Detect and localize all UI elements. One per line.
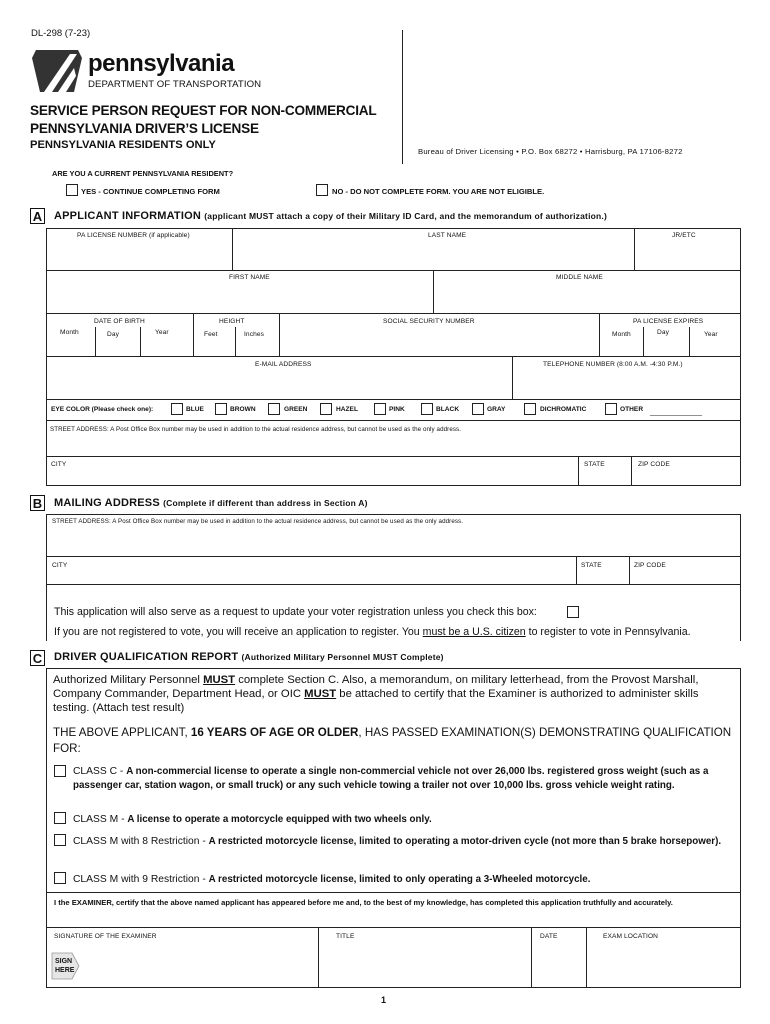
eye-blue-label: BLUE <box>186 406 204 413</box>
eye-hazel-label: HAZEL <box>336 406 358 413</box>
mailing-zip-field[interactable] <box>631 570 739 584</box>
mailing-state-label: STATE <box>581 562 602 569</box>
street-address-label: STREET ADDRESS: A Post Office Box number may be used in addition to the actual residence address, but cannot be used as the only address. <box>50 426 462 433</box>
email-label: E-MAIL ADDRESS <box>255 361 312 368</box>
mailing-state-field[interactable] <box>578 570 628 584</box>
eye-pink-label: PINK <box>389 406 405 413</box>
jr-etc-label: JR/ETC <box>672 232 696 239</box>
eye-pink-checkbox[interactable] <box>374 403 386 415</box>
middle-name-field[interactable] <box>435 284 739 312</box>
eye-other-field[interactable]: _____________ <box>650 407 702 416</box>
height-feet-label: Feet <box>204 331 218 338</box>
eye-dichromatic-label: DICHROMATIC <box>540 406 587 413</box>
resident-no-checkbox[interactable] <box>316 184 328 196</box>
eye-brown-label: BROWN <box>230 406 256 413</box>
class-m9-checkbox[interactable] <box>54 872 66 884</box>
resident-yes-checkbox[interactable] <box>66 184 78 196</box>
street-address-field[interactable] <box>48 435 739 455</box>
ssn-label: SOCIAL SECURITY NUMBER <box>383 318 475 325</box>
page-title-line3: PENNSYLVANIA RESIDENTS ONLY <box>30 139 216 151</box>
mailing-city-field[interactable] <box>48 570 574 584</box>
examiner-signature-label: SIGNATURE OF THE EXAMINER <box>54 933 157 940</box>
class-m8-checkbox[interactable] <box>54 834 66 846</box>
voter-registration-text: This application will also serve as a request to update your voter registration unless you check this box: <box>54 606 537 618</box>
class-c-description: CLASS C - A non-commercial license to operate a single non-commercial vehicle not over 26,000 lbs. registered gross weight (such as a passenger car, station wagon, or small truck) or any such vehicle towing a trailer not over 10,000 lbs. gross vehicle weight rating. <box>73 766 709 791</box>
examiner-title-label: TITLE <box>336 933 355 940</box>
exp-year-label: Year <box>704 331 718 338</box>
last-name-field[interactable] <box>234 242 633 269</box>
section-c-frame <box>46 668 741 988</box>
zip-label: ZIP CODE <box>638 461 670 468</box>
eye-other-label: OTHER <box>620 406 644 413</box>
class-m9-description: CLASS M with 9 Restriction - A restricted motorcycle license, limited to only operating a 3-Wheeled motorcycle. <box>73 874 591 885</box>
last-name-label: LAST NAME <box>428 232 467 239</box>
state-label: STATE <box>584 461 605 468</box>
qualification-statement: THE ABOVE APPLICANT, 16 YEARS OF AGE OR OLDER, HAS PASSED EXAMINATION(S) DEMONSTRATING QUALIFICATION FOR: <box>53 726 732 755</box>
dob-year-label: Year <box>155 329 169 336</box>
dob-day-label: Day <box>107 331 120 338</box>
dob-month-label: Month <box>60 329 79 336</box>
exam-location-field[interactable] <box>588 944 739 986</box>
bureau-address: Bureau of Driver Licensing • P.O. Box 68272 • Harrisburg, PA 17106-8272 <box>418 147 683 156</box>
first-name-field[interactable] <box>48 284 432 312</box>
page-title-line1: SERVICE PERSON REQUEST FOR NON-COMMERCIAL <box>30 103 377 118</box>
eye-blue-checkbox[interactable] <box>171 403 183 415</box>
mailing-city-label: CITY <box>52 562 68 569</box>
section-a-title: APPLICANT INFORMATION (applicant MUST attach a copy of their Military ID Card, and the memorandum of authorization.) <box>54 210 608 222</box>
section-a-letter: A <box>30 208 45 224</box>
logo-name: pennsylvania <box>88 50 235 77</box>
logo-department: DEPARTMENT OF TRANSPORTATION <box>88 79 262 90</box>
class-m-description: CLASS M - A license to operate a motorcycle equipped with two wheels only. <box>73 814 432 825</box>
telephone-field[interactable] <box>514 371 739 398</box>
resident-question: ARE YOU A CURRENT PENNSYLVANIA RESIDENT? <box>52 169 234 178</box>
eye-black-label: BLACK <box>436 406 460 413</box>
keystone-logo-icon <box>30 48 84 94</box>
form-number: DL-298 (7-23) <box>31 28 91 39</box>
ssn-field[interactable] <box>281 328 597 355</box>
mailing-street-label: STREET ADDRESS: A Post Office Box number may be used in addition to the actual residence address, but cannot be used as the only address. <box>52 518 464 525</box>
eye-gray-checkbox[interactable] <box>472 403 484 415</box>
height-label: HEIGHT <box>219 318 245 325</box>
height-inches-label: Inches <box>244 331 265 338</box>
page-title-line2: PENNSYLVANIA DRIVER’S LICENSE <box>30 121 259 136</box>
resident-no-label: NO - DO NOT COMPLETE FORM. YOU ARE NOT ELIGIBLE. <box>332 187 545 196</box>
section-b-title: MAILING ADDRESS (Complete if different than address in Section A) <box>54 497 368 509</box>
license-expires-label: PA LICENSE EXPIRES <box>633 318 704 325</box>
header-divider <box>402 30 403 164</box>
exam-location-label: EXAM LOCATION <box>603 933 659 940</box>
eye-green-checkbox[interactable] <box>268 403 280 415</box>
exp-month-label: Month <box>612 331 631 338</box>
examiner-signature-field[interactable] <box>48 944 316 986</box>
eye-color-label: EYE COLOR (Please check one): <box>51 406 154 413</box>
eye-hazel-checkbox[interactable] <box>320 403 332 415</box>
section-c-title: DRIVER QUALIFICATION REPORT (Authorized Military Personnel MUST Complete) <box>54 651 444 663</box>
eye-dichromatic-checkbox[interactable] <box>524 403 536 415</box>
mailing-street-field[interactable] <box>48 528 739 555</box>
date-of-birth-label: DATE OF BIRTH <box>94 318 145 325</box>
eye-brown-checkbox[interactable] <box>215 403 227 415</box>
section-b-letter: B <box>30 495 45 511</box>
eye-black-checkbox[interactable] <box>421 403 433 415</box>
exam-date-field[interactable] <box>533 944 585 986</box>
eye-green-label: GREEN <box>284 406 308 413</box>
zip-field[interactable] <box>633 470 739 485</box>
section-c-instructions: Authorized Military Personnel MUST complete Section C. Also, a memorandum, on military letterhead, from the Provost Marshall, Company Commander, Department Head, or OIC MUST be attached to certify that the Examiner is authorized to administer skills testing. (Attach test result) <box>53 674 699 714</box>
section-c-letter: C <box>30 650 45 666</box>
city-field[interactable] <box>48 470 576 485</box>
first-name-label: FIRST NAME <box>229 274 270 281</box>
state-field[interactable] <box>580 470 630 485</box>
class-c-checkbox[interactable] <box>54 765 66 777</box>
eye-gray-label: GRAY <box>487 406 506 413</box>
page-number: 1 <box>381 995 387 1005</box>
class-m-checkbox[interactable] <box>54 812 66 824</box>
city-label: CITY <box>51 461 67 468</box>
telephone-label: TELEPHONE NUMBER (8:00 A.M. -4:30 P.M.) <box>543 361 683 368</box>
examiner-certification: I the EXAMINER, certify that the above named applicant has appeared before me and, to the best of my knowledge, has completed this application truthfully and accurately. <box>54 898 673 907</box>
middle-name-label: MIDDLE NAME <box>556 274 603 281</box>
mailing-zip-label: ZIP CODE <box>634 562 666 569</box>
voter-citizen-text: If you are not registered to vote, you will receive an application to register. You must be a U.S. citizen to register to vote in Pennsylvania. <box>54 626 691 638</box>
email-field[interactable] <box>48 371 511 398</box>
pa-license-number-field[interactable] <box>48 242 231 269</box>
jr-etc-field[interactable] <box>636 242 739 269</box>
exp-day-label: Day <box>657 329 670 336</box>
eye-other-checkbox[interactable] <box>605 403 617 415</box>
exam-date-label: DATE <box>540 933 558 940</box>
examiner-title-field[interactable] <box>320 944 529 986</box>
resident-yes-label: YES - CONTINUE COMPLETING FORM <box>81 187 220 196</box>
voter-opt-out-checkbox[interactable] <box>567 606 579 618</box>
class-m8-description: CLASS M with 8 Restriction - A restricted motorcycle license, limited to operating a motor-driven cycle (not more than 5 brake horsepower). <box>73 836 722 847</box>
pa-license-number-label: PA LICENSE NUMBER (if applicable) <box>77 232 190 239</box>
sign-here-label: SIGN HERE <box>55 958 75 974</box>
